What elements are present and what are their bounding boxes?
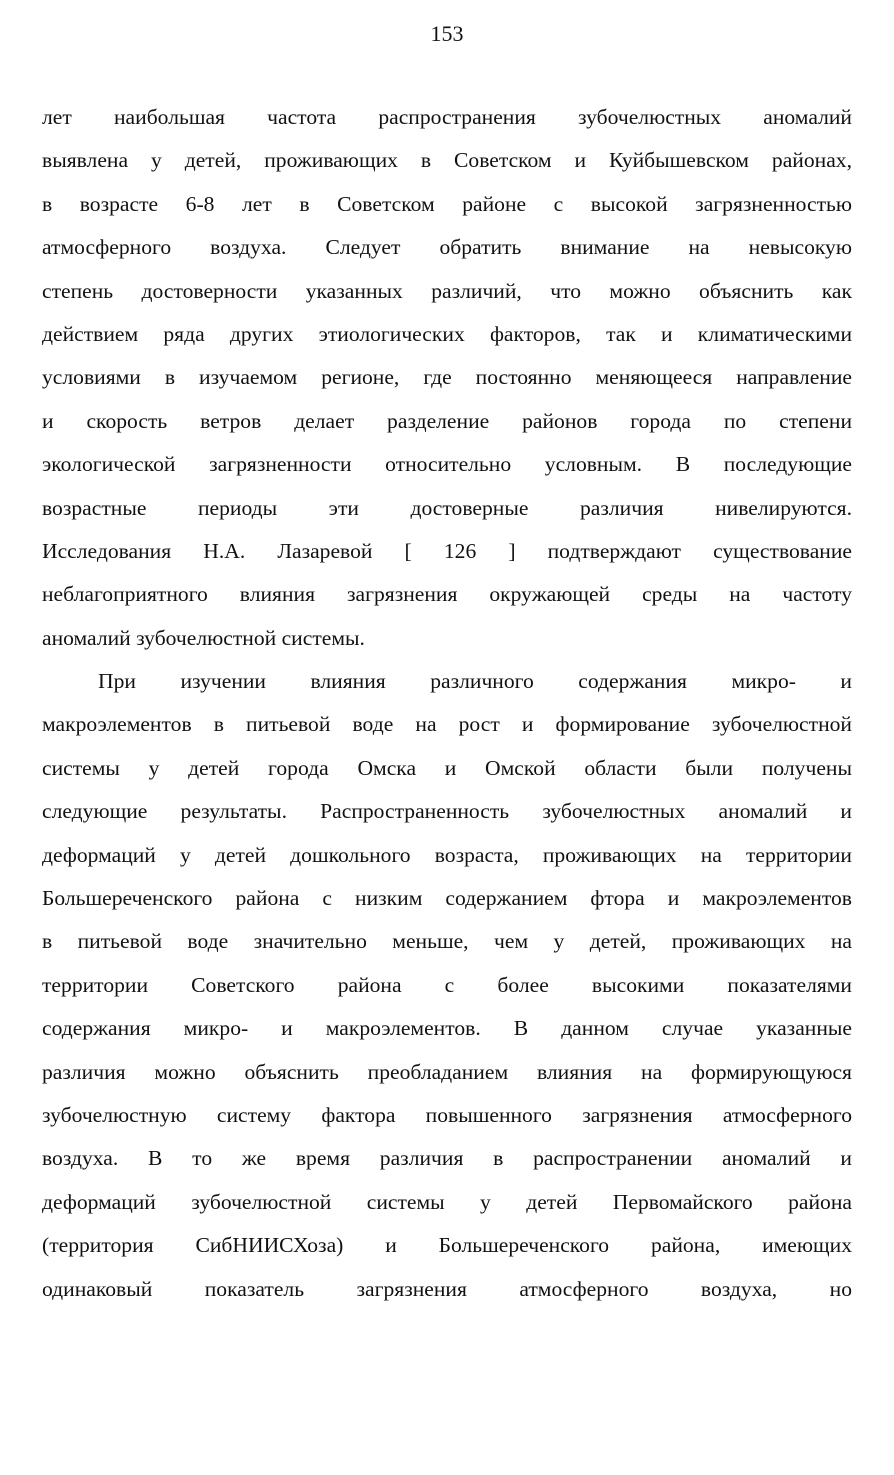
text-line: в возрасте 6-8 лет в Советском районе с высокой загрязненностью [42,191,852,216]
text-line: территории Советского района с более высокими показателями [42,972,852,997]
text-line: степень достоверности указанных различий, что можно объяснить как [42,278,852,303]
text-line: следующие результаты. Распространенность зубочелюстных аномалий и [42,799,852,824]
text-line: выявлена у детей, проживающих в Советском и Куйбышевском районах, [42,148,852,173]
text-line: в питьевой воде значительно меньше, чем у детей, проживающих на [42,929,852,954]
text-line: системы у детей города Омска и Омской области были получены [42,755,852,780]
text-line: условиями в изучаемом регионе, где постоянно меняющееся направление [42,365,852,390]
text-line: различия можно объяснить преобладанием влияния на формирующуюся [42,1059,852,1084]
text-line: действием ряда других этиологических факторов, так и климатическими [42,321,852,346]
paragraph-1 [42,96,852,660]
text-line: Большереченского района с низким содержанием фтора и макроэлементов [42,886,852,911]
page-number: 153 [430,21,464,46]
text-line: одинаковый показатель загрязнения атмосферного воздуха, но [42,1276,852,1301]
text-line-indented: При изучении влияния различного содержания микро- и [98,669,852,694]
text-line: Исследования Н.А. Лазаревой [ 126 ] подтверждают существование [42,538,852,563]
text-line: макроэлементов в питьевой воде на рост и формирование зубочелюстной [42,712,852,737]
paragraph-2 [42,660,852,1311]
text-line-last: аномалий зубочелюстной системы. [42,625,365,650]
text-line: деформаций у детей дошкольного возраста, проживающих на территории [42,842,852,867]
text-line: зубочелюстную систему фактора повышенного загрязнения атмосферного [42,1102,852,1127]
text-line: возрастные периоды эти достоверные различия нивелируются. [42,495,852,520]
text-line: лет наибольшая частота распространения зубочелюстных аномалий [42,105,852,129]
text-line: атмосферного воздуха. Следует обратить внимание на невысокую [42,235,852,260]
text-line: воздуха. В то же время различия в распространении аномалий и [42,1146,852,1171]
text-line: экологической загрязненности относительно условным. В последующие [42,452,852,477]
text-line: содержания микро- и макроэлементов. В данном случае указанные [42,1016,852,1041]
body-text [42,96,852,1311]
text-line: неблагоприятного влияния загрязнения окружающей среды на частоту [42,582,852,607]
text-line: и скорость ветров делает разделение районов города по степени [42,408,852,433]
text-line: деформаций зубочелюстной системы у детей Первомайского района [42,1189,852,1214]
text-line: (территория СибНИИСХоза) и Большереченского района, имеющих [42,1233,852,1258]
